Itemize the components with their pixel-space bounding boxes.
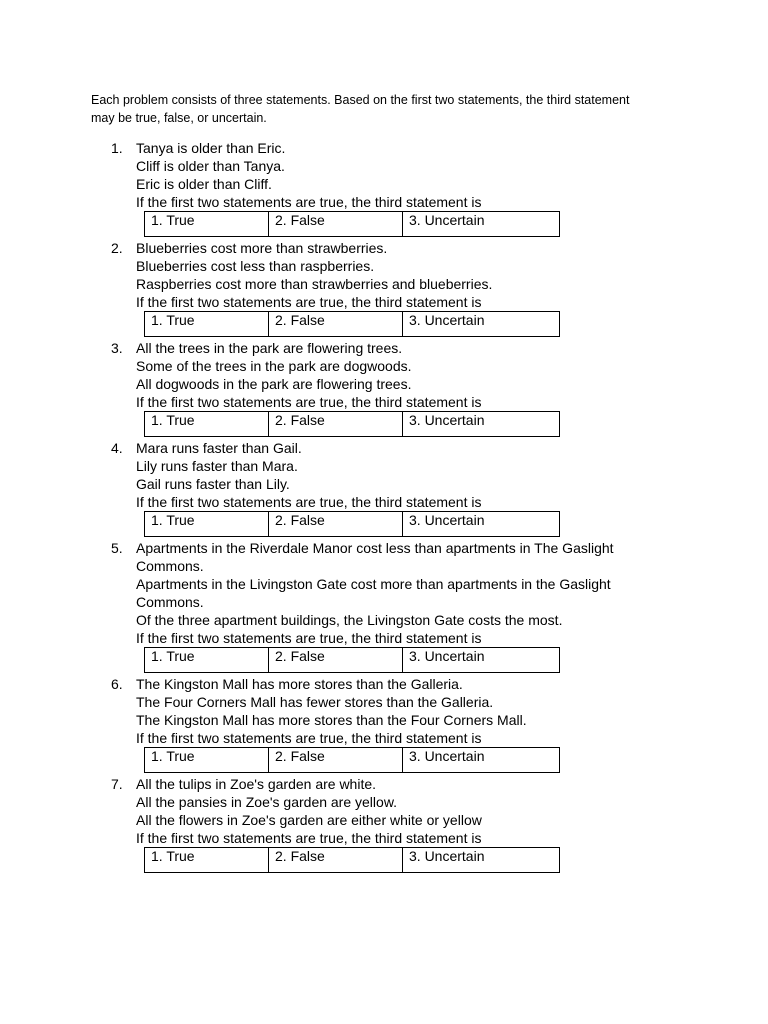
- statement-1: All the tulips in Zoe's garden are white.: [136, 776, 377, 792]
- option-uncertain[interactable]: 3. Uncertain: [409, 512, 485, 528]
- statement-3: The Kingston Mall has more stores than the Four Corners Mall.: [136, 712, 527, 728]
- option-false[interactable]: 2. False: [269, 312, 403, 336]
- option-uncertain[interactable]: 3. Uncertain: [409, 412, 485, 428]
- option-false[interactable]: 2. False: [269, 412, 403, 436]
- statement-2: Apartments in the Livingston Gate cost more than apartments in the Gaslight Commons.: [136, 576, 611, 610]
- problem-number: 3.: [111, 340, 123, 356]
- statement-2: All the pansies in Zoe's garden are yellow.: [136, 794, 398, 810]
- answer-prompt: If the first two statements are true, the third statement is: [136, 630, 482, 646]
- instructions: Each problem consists of three statements. Based on the first two statements, the third statement may be true, false, or uncertain.: [91, 93, 630, 125]
- problem-3: [111, 339, 671, 437]
- option-true[interactable]: 1. True: [145, 748, 269, 772]
- problem-number: 5.: [111, 540, 123, 556]
- option-true[interactable]: 1. True: [145, 412, 269, 436]
- answer-prompt: If the first two statements are true, the third statement is: [136, 194, 482, 210]
- statement-2: The Four Corners Mall has fewer stores than the Galleria.: [136, 694, 494, 710]
- problem-number: 2.: [111, 240, 123, 256]
- problem-4: [111, 439, 671, 537]
- statement-2: Cliff is older than Tanya.: [136, 158, 285, 174]
- answer-prompt: If the first two statements are true, the third statement is: [136, 830, 482, 846]
- statement-3: All dogwoods in the park are flowering trees.: [136, 376, 412, 392]
- statement-2: Lily runs faster than Mara.: [136, 458, 298, 474]
- statement-1: Mara runs faster than Gail.: [136, 440, 302, 456]
- problem-number: 6.: [111, 676, 123, 692]
- statement-3: Of the three apartment buildings, the Livingston Gate costs the most.: [136, 612, 563, 628]
- answer-options: [144, 211, 560, 237]
- option-true[interactable]: 1. True: [145, 848, 269, 872]
- statement-1: Tanya is older than Eric.: [136, 140, 286, 156]
- option-false[interactable]: 2. False: [269, 512, 403, 536]
- option-true[interactable]: 1. True: [145, 312, 269, 336]
- answer-options: [144, 311, 560, 337]
- statement-3: Raspberries cost more than strawberries and blueberries.: [136, 276, 493, 292]
- statement-1: Blueberries cost more than strawberries.: [136, 240, 388, 256]
- answer-options: [144, 847, 560, 873]
- option-false[interactable]: 2. False: [269, 648, 403, 672]
- statement-2: Some of the trees in the park are dogwoods.: [136, 358, 412, 374]
- problem-7: [111, 775, 671, 873]
- statement-3: Gail runs faster than Lily.: [136, 476, 290, 492]
- option-true[interactable]: 1. True: [145, 512, 269, 536]
- option-uncertain[interactable]: 3. Uncertain: [409, 748, 485, 764]
- problem-number: 1.: [111, 140, 123, 156]
- option-false[interactable]: 2. False: [269, 848, 403, 872]
- statement-2: Blueberries cost less than raspberries.: [136, 258, 375, 274]
- statement-1: Apartments in the Riverdale Manor cost less than apartments in The Gaslight Commons.: [136, 540, 614, 574]
- problem-1: [111, 139, 671, 237]
- option-uncertain[interactable]: 3. Uncertain: [409, 848, 485, 864]
- answer-options: [144, 411, 560, 437]
- answer-options: [144, 747, 560, 773]
- option-false[interactable]: 2. False: [269, 212, 403, 236]
- problem-2: [111, 239, 671, 337]
- problem-6: [111, 675, 671, 773]
- answer-prompt: If the first two statements are true, the third statement is: [136, 730, 482, 746]
- problem-number: 4.: [111, 440, 123, 456]
- option-false[interactable]: 2. False: [269, 748, 403, 772]
- option-uncertain[interactable]: 3. Uncertain: [409, 312, 485, 328]
- option-uncertain[interactable]: 3. Uncertain: [409, 212, 485, 228]
- problem-list: [111, 139, 671, 875]
- statement-3: Eric is older than Cliff.: [136, 176, 272, 192]
- option-uncertain[interactable]: 3. Uncertain: [409, 648, 485, 664]
- answer-prompt: If the first two statements are true, the third statement is: [136, 394, 482, 410]
- answer-options: [144, 511, 560, 537]
- problem-number: 7.: [111, 776, 123, 792]
- statement-1: The Kingston Mall has more stores than the Galleria.: [136, 676, 463, 692]
- option-true[interactable]: 1. True: [145, 212, 269, 236]
- statement-3: All the flowers in Zoe's garden are either white or yellow: [136, 812, 482, 828]
- option-true[interactable]: 1. True: [145, 648, 269, 672]
- statement-1: All the trees in the park are flowering trees.: [136, 340, 403, 356]
- answer-options: [144, 647, 560, 673]
- answer-prompt: If the first two statements are true, the third statement is: [136, 494, 482, 510]
- problem-5: [111, 539, 671, 673]
- answer-prompt: If the first two statements are true, the third statement is: [136, 294, 482, 310]
